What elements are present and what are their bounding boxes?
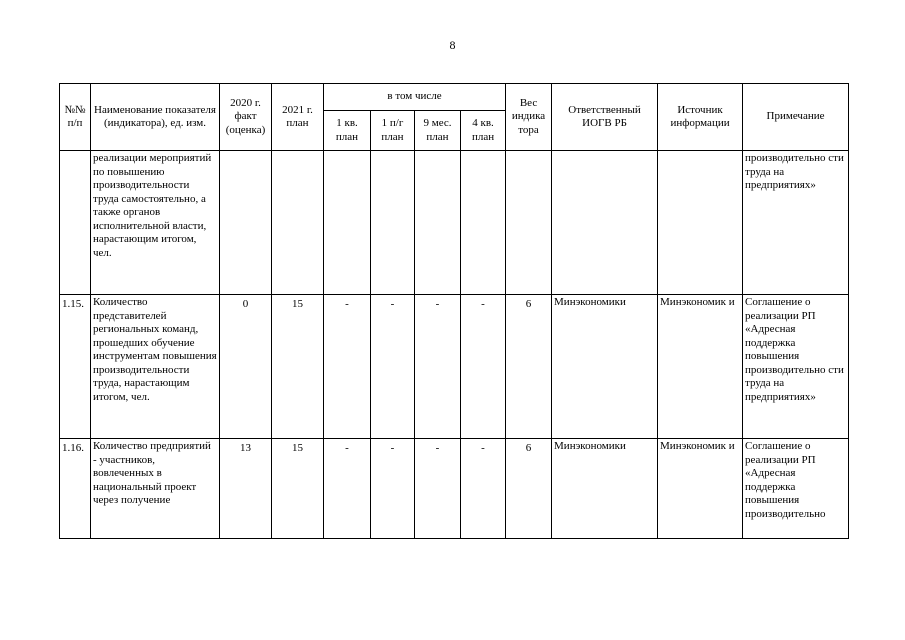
header-2021: 2021 г. план [272,84,324,151]
row-plan-2021: 15 [272,295,324,439]
row-num [60,151,91,295]
row-9m: - [415,295,461,439]
header-note: Примечание [743,84,849,151]
row-q4: - [461,295,506,439]
row-note: производительно сти труда на предприятиях» [743,151,849,295]
table-row [60,151,849,295]
row-name: реализации мероприятий по повышению производительности труда самостоятельно, а также органов исполнительной власти, нарастающим итогом, чел. [91,151,220,295]
page-number: 8 [449,38,456,52]
table-row [60,439,849,539]
header-including: в том числе [324,84,506,111]
row-weight [506,151,552,295]
header-source: Источник информации [658,84,743,151]
row-plan-2021 [272,151,324,295]
row-q1: - [324,439,371,539]
row-note: Соглашение о реализации РП «Адресная поддержка повышения производительно сти труда на предприятиях» [743,295,849,439]
header-h1: 1 п/г план [371,111,415,151]
header-9m: 9 мес. план [415,111,461,151]
table-row [60,295,849,439]
row-responsible [552,151,658,295]
row-q1 [324,151,371,295]
row-source [658,151,743,295]
row-fact-2020: 0 [220,295,272,439]
row-weight: 6 [506,295,552,439]
row-note: Соглашение о реализации РП «Адресная поддержка повышения производительно [743,439,849,539]
row-h1: - [371,295,415,439]
row-source: Минэкономик и [658,439,743,539]
header-2020: 2020 г. факт (оценка) [220,84,272,151]
row-9m: - [415,439,461,539]
header-row [60,84,849,111]
row-name: Количество предприятий - участников, вовлеченных в национальный проект через получение [91,439,220,539]
row-name: Количество представителей региональных команд, прошедших обучение инструментам повышения производительности труда, нарастающим итогом, чел. [91,295,220,439]
header-q4: 4 кв. план [461,111,506,151]
header-num: №№ п/п [60,84,91,151]
header-weight: Вес индика тора [506,84,552,151]
row-plan-2021: 15 [272,439,324,539]
row-fact-2020: 13 [220,439,272,539]
header-name: Наименование показателя (индикатора), ед. изм. [91,84,220,151]
row-fact-2020 [220,151,272,295]
row-responsible: Минэкономики [552,439,658,539]
row-responsible: Минэкономики [552,295,658,439]
row-q1: - [324,295,371,439]
row-q4: - [461,439,506,539]
row-q4 [461,151,506,295]
header-q1: 1 кв. план [324,111,371,151]
row-weight: 6 [506,439,552,539]
header-responsible: Ответственный ИОГВ РБ [552,84,658,151]
row-source: Минэкономик и [658,295,743,439]
row-num: 1.15. [60,295,91,439]
indicator-table [59,83,849,539]
row-h1 [371,151,415,295]
row-9m [415,151,461,295]
row-num: 1.16. [60,439,91,539]
row-h1: - [371,439,415,539]
